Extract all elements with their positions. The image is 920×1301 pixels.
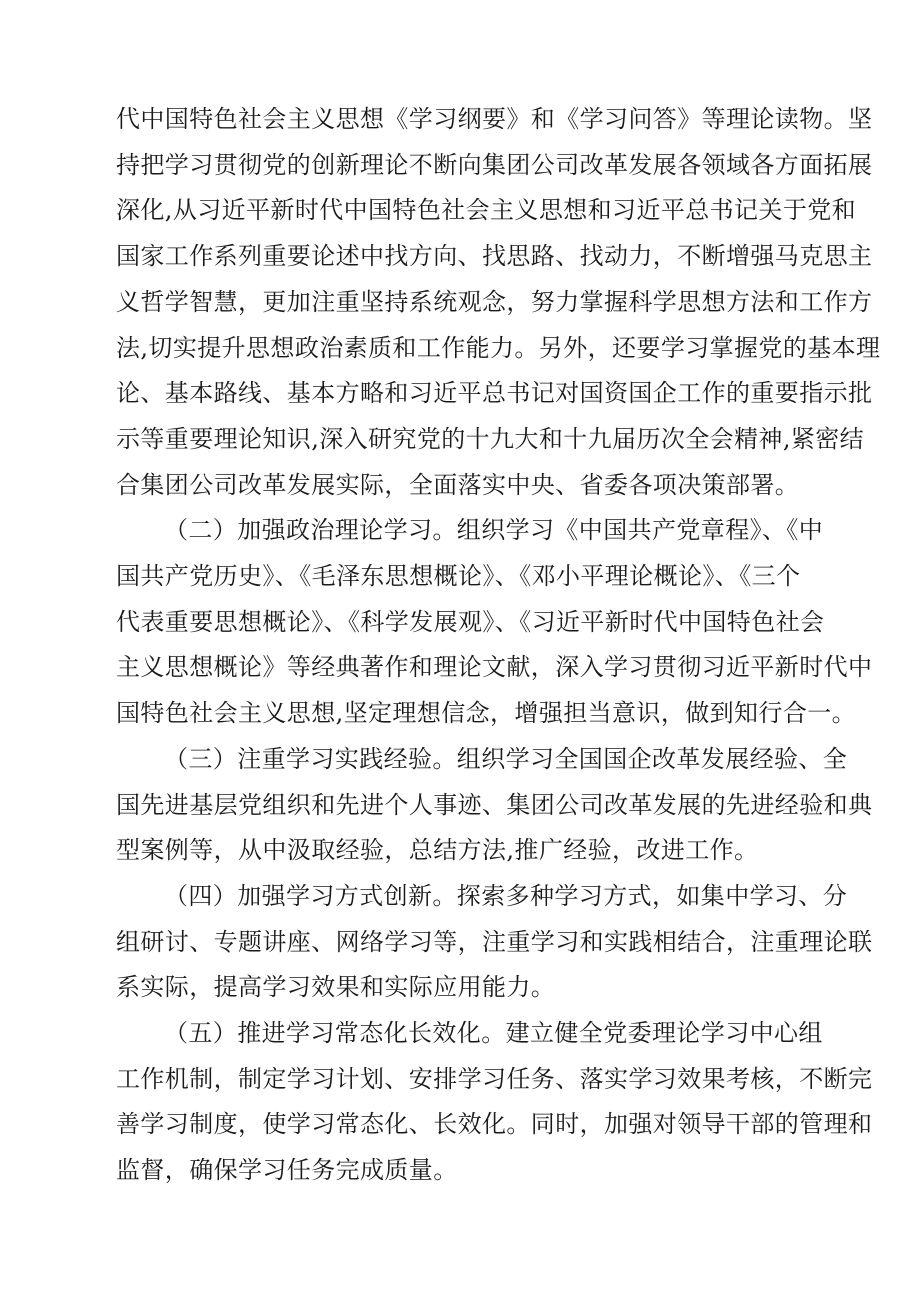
paragraph-line: 示等重要理论知识,深入研究党的十九大和十九届历次全会精神,紧密结: [116, 424, 865, 453]
paragraph-line: 系实际，提高学习效果和实际应用能力。: [116, 973, 556, 1002]
paragraph-line: 主义思想概论》等经典著作和理论文献，深入学习贯彻习近平新时代中: [116, 653, 873, 682]
paragraph-line: 型案例等，从中汲取经验，总结方法,推广经验，改进工作。: [116, 836, 759, 865]
paragraph-line: 持把学习贯彻党的创新理论不断向集团公司改革发展各领域各方面拓展: [116, 150, 873, 179]
paragraph-3: [116, 737, 873, 874]
paragraph-line: 国特色社会主义思想,坚定理想信念，增强担当意识，做到知行合一。: [116, 699, 857, 728]
paragraph-line: 法,切实提升思想政治素质和工作能力。另外，还要学习掌握党的基本理: [116, 333, 881, 362]
paragraph-line: 义哲学智慧，更加注重坚持系统观念，努力掌握科学思想方法和工作方: [116, 287, 873, 316]
paragraph-line: 监督，确保学习任务完成质量。: [116, 1156, 458, 1185]
paragraph-heading-line: （五）推进学习常态化长效化。建立健全党委理论学习中心组: [164, 1019, 823, 1048]
paragraph-heading-line: （四）加强学习方式创新。探索多种学习方式，如集中学习、分: [164, 881, 848, 910]
paragraph-line: 合集团公司改革发展实际，全面落实中央、省委各项决策部署。: [116, 470, 800, 499]
paragraph-line: 国共产党历史》、《毛泽东思想概论》、《邓小平理论概论》、《三个: [116, 562, 801, 591]
paragraph-line: 国家工作系列重要论述中找方向、找思路、找动力，不断增强马克思主: [116, 242, 873, 271]
paragraph-2: [116, 508, 873, 737]
paragraph-heading-line: （三）注重学习实践经验。组织学习全国国企改革发展经验、全: [164, 744, 848, 773]
paragraph-line: 代表重要思想概论》、《科学发展观》、《习近平新时代中国特色社会: [116, 607, 825, 636]
document-body: [116, 97, 881, 1194]
paragraph-line: 深化,从习近平新时代中国特色社会主义思想和习近平总书记关于党和: [116, 196, 857, 225]
paragraph-line: 工作机制，制定学习计划、安排学习任务、落实学习效果考核，不断完: [116, 1064, 873, 1093]
paragraph-1: [116, 97, 881, 508]
paragraph-line: 国先进基层党组织和先进个人事迹、集团公司改革发展的先进经验和典: [116, 790, 873, 819]
paragraph-4: [116, 874, 873, 1011]
paragraph-line: 代中国特色社会主义思想《学习纲要》和《学习问答》等理论读物。坚: [116, 105, 873, 133]
paragraph-heading-line: （二）加强政治理论学习。组织学习《中国共产党章程》、《中: [164, 516, 824, 545]
paragraph-5: [116, 1011, 873, 1194]
paragraph-line: 组研讨、专题讲座、网络学习等，注重学习和实践相结合，注重理论联: [116, 927, 873, 956]
paragraph-line: 论、基本路线、基本方略和习近平总书记对国资国企工作的重要指示批: [116, 379, 873, 408]
paragraph-line: 善学习制度，使学习常态化、长效化。同时，加强对领导干部的管理和: [116, 1110, 873, 1139]
